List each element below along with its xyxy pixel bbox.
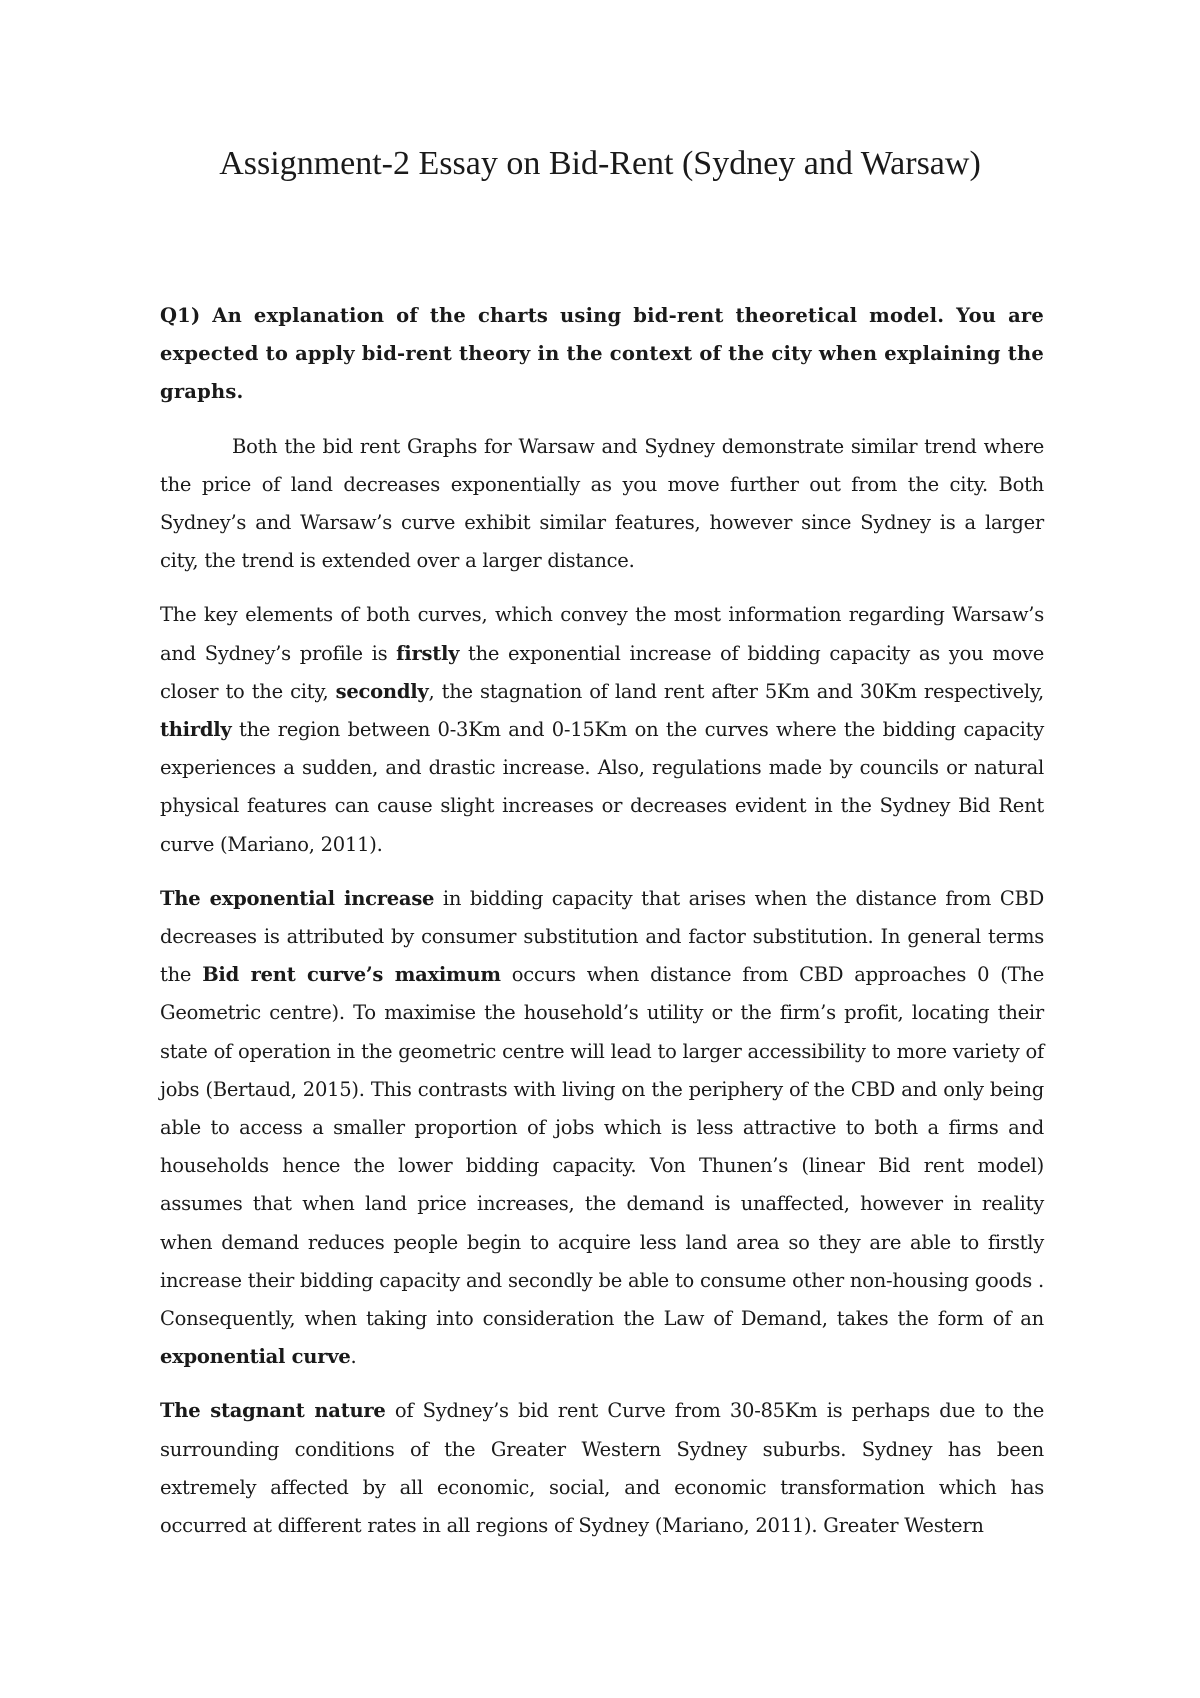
paragraph-text: in bidding capacity that arises when the distance from CBD decreases is attributed by consumer substitution and factor substitution. In general terms the [160,886,1044,987]
paragraph-text: . [350,1345,357,1369]
paragraph-intro: Both the bid rent Graphs for Warsaw and Sydney demonstrate similar trend where the price of land decreases exponentially as you move further out from the city. Both Sydney’s and Warsaw’s curve exhibit similar features, however since Sydney is a larger city, the trend is extended over a larger distance. [160,434,1044,573]
emphasis-firstly: firstly [396,641,460,665]
emphasis-stagnant-nature: The stagnant nature [160,1399,386,1423]
paragraph-text: the region between 0-3Km and 0-15Km on the curves where the bidding capacity experiences a sudden, and drastic increase. Also, regulations made by councils or natural physical features can cause slight increases or decreases evident in the Sydney Bid Rent curve (Mariano, 2011). [160,718,1044,856]
emphasis-secondly: secondly [335,679,429,703]
question-heading: Q1) An explanation of the charts using bid-rent theoretical model. You are expected to apply bid-rent theory in the context of the city when explaining the graphs. [160,304,1044,404]
paragraph-key-elements [160,596,1044,863]
emphasis-thirdly: thirdly [160,718,232,742]
document-body [160,297,1044,1561]
document-title: Assignment-2 Essay on Bid-Rent (Sydney and Warsaw) [219,145,981,182]
paragraph-text: the exponential increase of bidding capacity as you move closer to the city, [160,641,1044,703]
emphasis-exponential-curve: exponential curve [160,1345,351,1369]
paragraph-text: The key elements of both curves, which convey the most information regarding Warsaw’s and Sydney’s profile is [160,603,1044,665]
paragraph-text: , the stagnation of land rent after 5Km and 30Km respectively, [428,679,1044,703]
emphasis-curve-maximum: Bid rent curve’s maximum [202,963,501,987]
paragraph-text: occurs when distance from CBD approaches 0 (The Geometric centre). To maximise the household’s utility or the firm’s profit, locating their state of operation in the geometric centre will lead to larger accessibility to more variety of jobs (Bertaud, 2015). This contrasts with living on the periphery of the CBD and only being able to access a smaller proportion of jobs which is less attractive to both a firms and households hence the lower bidding capacity. Von Thunen’s (linear Bid rent model) assumes that when land price increases, the demand is unaffected, however in reality when demand reduces people begin to acquire less land area so they are able to firstly increase their bidding capacity and secondly be able to consume other non-housing goods . Consequently, when taking into consideration the Law of Demand, takes the form of an [160,963,1044,1331]
paragraph-exponential-increase [160,880,1044,1377]
emphasis-exponential-increase: The exponential increase [160,886,435,910]
paragraph-stagnant-nature [160,1392,1044,1545]
paragraph-text: of Sydney’s bid rent Curve from 30-85Km is perhaps due to the surrounding conditions of the Greater Western Sydney suburbs. Sydney has been extremely affected by all economic, social, and economic transformation which has occurred at different rates in all regions of Sydney (Mariano, 2011). Greater Western [160,1399,1044,1538]
